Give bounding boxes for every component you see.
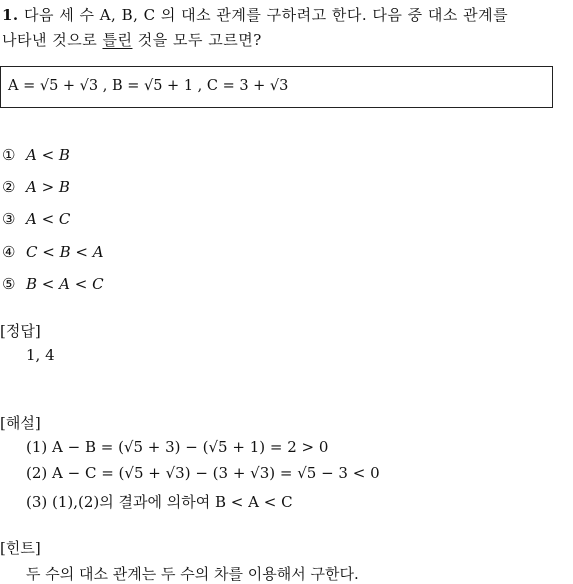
option-5-expr: B < A < C [26, 275, 104, 293]
option-2-mark: ② [2, 178, 16, 196]
option-5-mark: ⑤ [2, 275, 16, 293]
question-number: 1. [2, 6, 19, 24]
option-4-expr: C < B < A [26, 243, 104, 261]
question-text-2b: 것을 모두 고르면? [132, 31, 262, 49]
question-line-2 [2, 29, 262, 50]
question-text-2a: 나타낸 것으로 [2, 31, 103, 49]
option-2 [2, 178, 70, 196]
explanation-heading: [해설] [0, 414, 41, 432]
given-values-text: A = √5 + √3 , B = √5 + 1 , C = 3 + √3 [8, 78, 289, 94]
option-2-expr: A > B [26, 178, 70, 196]
option-1-mark: ① [2, 146, 16, 164]
option-5 [2, 275, 104, 293]
given-values-box [0, 66, 553, 108]
option-1-expr: A < B [26, 146, 70, 164]
question-underlined-word: 틀린 [102, 31, 133, 49]
explanation-line-3: (3) (1),(2)의 결과에 의하여 B < A < C [26, 493, 293, 511]
question-text-1: 다음 세 수 A, B, C 의 대소 관계를 구하려고 한다. 다음 중 대소 관계를 [23, 6, 509, 24]
option-4 [2, 243, 104, 261]
hint-heading: [힌트] [0, 539, 41, 557]
hint-text: 두 수의 대소 관계는 두 수의 차를 이용해서 구한다. [26, 565, 359, 583]
option-3-expr: A < C [26, 210, 71, 228]
option-3-mark: ③ [2, 210, 16, 228]
explanation-line-2: (2) A − C = (√5 + √3) − (3 + √3) = √5 − 3 < 0 [26, 464, 380, 482]
answer-heading: [정답] [0, 322, 41, 340]
option-4-mark: ④ [2, 243, 16, 261]
option-3 [2, 210, 70, 228]
option-1 [2, 146, 70, 164]
answer-value: 1, 4 [26, 346, 55, 364]
explanation-line-1: (1) A − B = (√5 + 3) − (√5 + 1) = 2 > 0 [26, 438, 329, 456]
question-line-1 [2, 4, 508, 25]
